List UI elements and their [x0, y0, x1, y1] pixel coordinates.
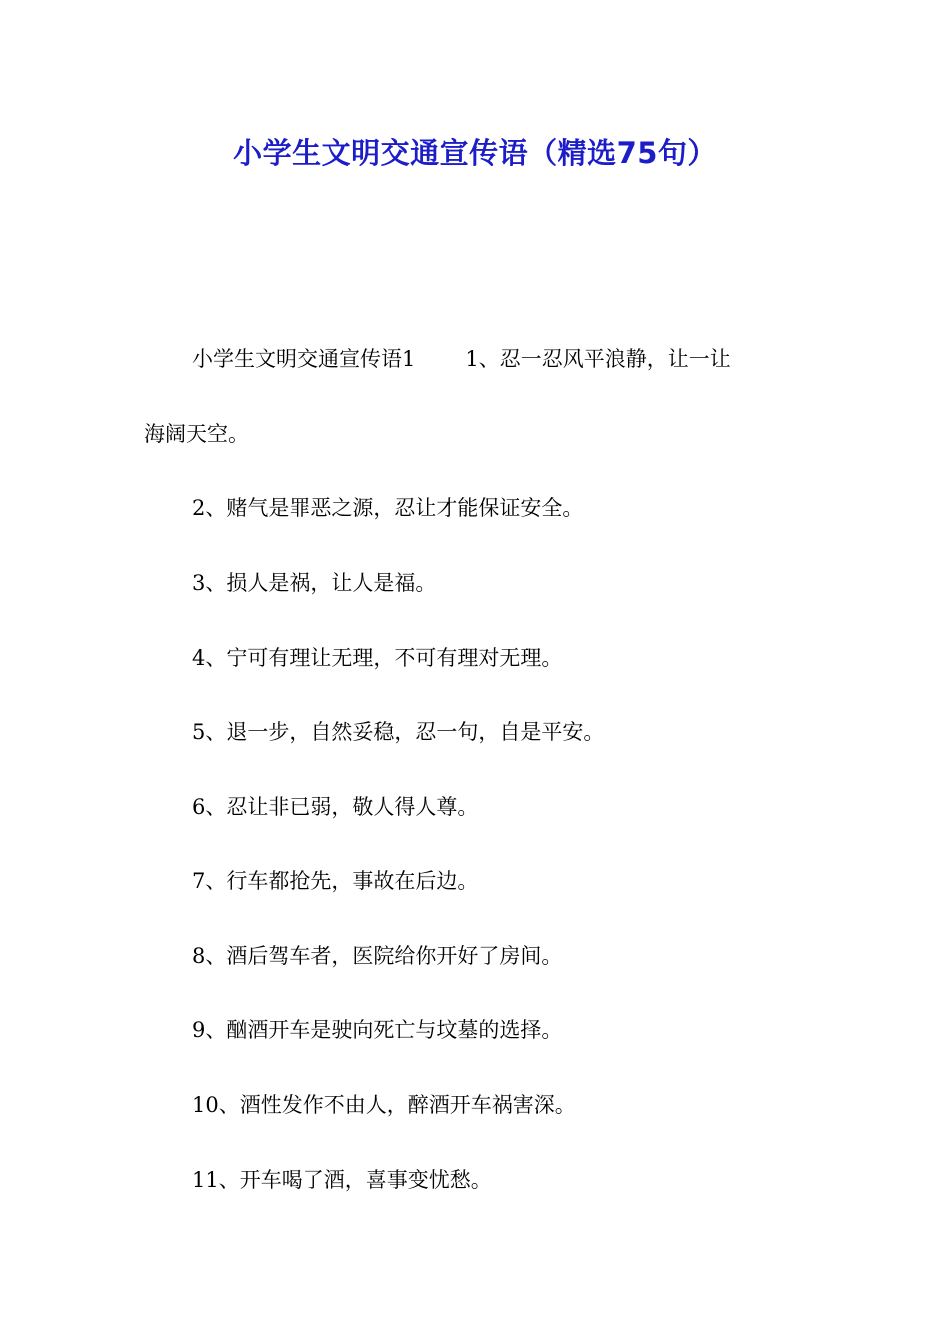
- list-item-7: 7、行车都抢先，事故在后边。: [192, 869, 479, 893]
- list-item-1-start: 1、忍一忍风平浪静，让一让: [465, 347, 731, 371]
- list-item-1-end: 海阔天空。: [144, 422, 249, 446]
- document-title: 小学生文明交通宣传语（精选75句）: [233, 136, 717, 170]
- list-item-4: 4、宁可有理让无理，不可有理对无理。: [192, 646, 563, 670]
- list-item-8: 8、酒后驾车者，医院给你开好了房间。: [192, 944, 563, 968]
- first-paragraph-text: [192, 344, 731, 374]
- list-item-10: 10、酒性发作不由人，醉酒开车祸害深。: [192, 1093, 576, 1117]
- list-item-11: 11、开车喝了酒，喜事变忧愁。: [192, 1168, 492, 1192]
- list-item-5: 5、退一步，自然妥稳，忍一句，自是平安。: [192, 720, 605, 744]
- list-item-9: 9、酗酒开车是驶向死亡与坟墓的选择。: [192, 1018, 563, 1042]
- list-item-2: 2、赌气是罪恶之源，忍让才能保证安全。: [192, 496, 584, 520]
- list-item-6: 6、忍让非已弱，敬人得人尊。: [192, 795, 479, 819]
- list-item-3: 3、损人是祸，让人是福。: [192, 571, 437, 595]
- section-heading: 小学生文明交通宣传语1: [192, 347, 416, 371]
